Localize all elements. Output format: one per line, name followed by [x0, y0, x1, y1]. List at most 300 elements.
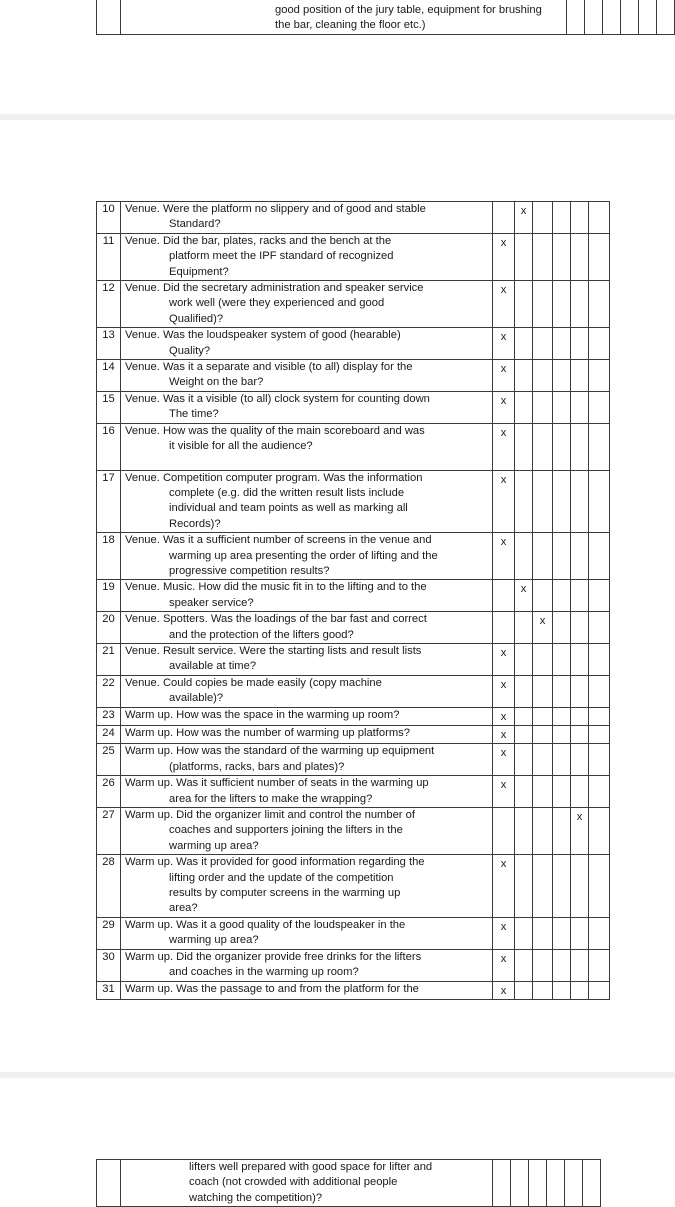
- rating-cell: [553, 917, 571, 949]
- question-line: Warm up. How was the number of warming up platforms?: [125, 727, 410, 739]
- question-cell: [121, 776, 493, 808]
- question-cell: [121, 328, 493, 360]
- row-number: 21: [102, 644, 115, 657]
- question-line: work well (were they experienced and good: [169, 297, 385, 310]
- rating-cell: [603, 0, 621, 35]
- rating-cell: [553, 675, 571, 707]
- row-number-cell: [97, 776, 121, 808]
- rating-mark: x: [500, 779, 507, 792]
- row-number: 31: [102, 982, 115, 995]
- rating-cell: [515, 328, 533, 360]
- rating-cell: [533, 726, 553, 744]
- rating-cell: [571, 643, 589, 675]
- rating-cell: [553, 949, 571, 981]
- rating-cell: [589, 612, 610, 644]
- rating-cell: [571, 328, 589, 360]
- rating-cell: [567, 0, 585, 35]
- rating-cell: [589, 580, 610, 612]
- rating-cell: [515, 855, 533, 918]
- rating-cell: [553, 202, 571, 234]
- question-line: warming up area?: [169, 934, 259, 947]
- rating-cell: [493, 202, 515, 234]
- rating-cell: [493, 949, 515, 981]
- rating-cell: [589, 808, 610, 855]
- table-row: [97, 726, 610, 744]
- rating-cell: [533, 855, 553, 918]
- question-line: lifting order and the update of the competition: [169, 871, 394, 884]
- row-number-cell: [97, 808, 121, 855]
- rating-cell: [533, 675, 553, 707]
- rating-cell: [589, 328, 610, 360]
- question-line: individual and team points as well as marking all: [169, 502, 408, 515]
- rating-cell: [515, 981, 533, 999]
- rating-cell: [589, 726, 610, 744]
- row-number: 28: [102, 856, 115, 869]
- rating-mark: x: [500, 426, 507, 439]
- rating-cell: [493, 423, 515, 470]
- question-cell: [121, 202, 493, 234]
- question-line: Venue. Did the secretary administration and speaker service: [125, 282, 424, 295]
- rating-cell: [589, 643, 610, 675]
- question-line: Warm up. How was the standard of the warming up equipment: [125, 745, 435, 758]
- rating-cell: [493, 233, 515, 280]
- rating-cell: [553, 855, 571, 918]
- question-line: Venue. Was it a visible (to all) clock system for counting down: [125, 392, 430, 405]
- row-number: 25: [102, 745, 115, 758]
- rating-cell: [571, 744, 589, 776]
- rating-cell: [589, 675, 610, 707]
- question-line: Venue. Was the loudspeaker system of good (hearable): [125, 329, 401, 342]
- row-number-cell: [97, 202, 121, 234]
- question-line: Warm up. How was the space in the warming up room?: [125, 708, 400, 721]
- rating-cell: [533, 949, 553, 981]
- question-cell: [121, 726, 493, 744]
- rating-cell: [493, 981, 515, 999]
- question-line: coach (not crowded with additional people: [189, 1176, 398, 1189]
- rating-cell: [493, 643, 515, 675]
- rating-cell: [589, 360, 610, 392]
- row-number: 26: [102, 777, 115, 790]
- rating-mark: x: [500, 729, 507, 741]
- rating-cell: [533, 981, 553, 999]
- rating-cell: [493, 360, 515, 392]
- question-line: area?: [169, 902, 198, 915]
- question-line: progressive competition results?: [169, 564, 330, 577]
- rating-cell: [515, 726, 533, 744]
- rating-cell: [493, 917, 515, 949]
- question-cell: [121, 360, 493, 392]
- row-number-cell: [97, 707, 121, 725]
- row-number-cell: [97, 0, 121, 35]
- question-cell: [121, 533, 493, 580]
- rating-cell: [533, 281, 553, 328]
- rating-mark: x: [500, 394, 507, 407]
- row-number: 17: [102, 471, 115, 484]
- table-row: [97, 675, 610, 707]
- rating-cell: [493, 675, 515, 707]
- table-row: [97, 391, 610, 423]
- rating-mark: x: [500, 473, 507, 486]
- rating-cell: [589, 707, 610, 725]
- rating-cell: [493, 612, 515, 644]
- question-cell: [121, 917, 493, 949]
- rating-cell: [533, 917, 553, 949]
- rating-cell: [533, 808, 553, 855]
- rating-mark: x: [500, 363, 507, 376]
- rating-cell: [515, 580, 533, 612]
- rating-cell: [515, 202, 533, 234]
- rating-cell: [589, 949, 610, 981]
- row-number-cell: [97, 328, 121, 360]
- rating-cell: [493, 744, 515, 776]
- question-cell: [121, 612, 493, 644]
- table-row: [97, 917, 610, 949]
- rating-cell: [533, 776, 553, 808]
- table-row: [97, 612, 610, 644]
- rating-cell: [553, 981, 571, 999]
- rating-cell: [493, 328, 515, 360]
- question-line: Warm up. Was it provided for good information regarding the: [125, 856, 425, 869]
- question-line: Venue. Was it a sufficient number of screens in the venue and: [125, 534, 432, 547]
- rating-cell: [585, 0, 603, 35]
- rating-cell: [515, 281, 533, 328]
- rating-cell: [589, 202, 610, 234]
- rating-cell: [493, 580, 515, 612]
- rating-mark: x: [539, 615, 546, 628]
- row-number: 22: [102, 676, 115, 689]
- table-row: [97, 533, 610, 580]
- rating-cell: [553, 643, 571, 675]
- rating-cell: [589, 391, 610, 423]
- rating-cell: [571, 981, 589, 999]
- row-number-cell: [97, 233, 121, 280]
- question-line: warming up area presenting the order of lifting and the: [169, 549, 438, 562]
- question-line: and the protection of the lifters good?: [169, 628, 354, 641]
- row-number: 30: [102, 950, 115, 963]
- row-number-cell: [97, 612, 121, 644]
- question-line: the bar, cleaning the floor etc.): [275, 19, 426, 32]
- rating-cell: [553, 726, 571, 744]
- rating-cell: [533, 533, 553, 580]
- rating-cell: [515, 470, 533, 533]
- question-line: The time?: [169, 408, 219, 421]
- top-table-fragment: [96, 0, 675, 35]
- rating-cell: [571, 855, 589, 918]
- rating-cell: [571, 707, 589, 725]
- question-cell: [121, 470, 493, 533]
- rating-cell: [621, 0, 639, 35]
- rating-mark: x: [500, 236, 507, 249]
- rating-cell: [515, 707, 533, 725]
- question-line: Venue. Were the platform no slippery and of good and stable: [125, 203, 426, 215]
- row-number-cell: [97, 643, 121, 675]
- rating-cell: [553, 360, 571, 392]
- rating-cell: [571, 470, 589, 533]
- question-line: Venue. Was it a separate and visible (to all) display for the: [125, 361, 413, 374]
- rating-cell: [515, 776, 533, 808]
- question-cell: [121, 744, 493, 776]
- rating-cell: [589, 470, 610, 533]
- rating-cell: [515, 675, 533, 707]
- evaluation-table: [96, 201, 610, 1000]
- row-number: 23: [102, 708, 115, 721]
- question-line: good position of the jury table, equipment for brushing: [275, 4, 542, 16]
- question-line: Venue. Spotters. Was the loadings of the bar fast and correct: [125, 613, 427, 626]
- rating-cell: [571, 202, 589, 234]
- rating-cell: [533, 580, 553, 612]
- rating-cell: [589, 776, 610, 808]
- row-number-cell: [97, 981, 121, 999]
- rating-cell: [515, 744, 533, 776]
- rating-mark: x: [520, 205, 527, 217]
- rating-cell: [571, 612, 589, 644]
- question-line: Weight on the bar?: [169, 376, 264, 389]
- rating-cell: [533, 391, 553, 423]
- row-number-cell: [97, 675, 121, 707]
- row-number: 14: [102, 361, 115, 374]
- question-line: Warm up. Was the passage to and from the platform for the: [125, 982, 419, 995]
- rating-mark: x: [576, 811, 583, 824]
- row-number-cell: [97, 391, 121, 423]
- question-line: [125, 455, 488, 470]
- rating-cell: [571, 949, 589, 981]
- rating-cell: [533, 202, 553, 234]
- question-line: it visible for all the audience?: [169, 440, 313, 453]
- question-line: Warm up. Was it a good quality of the loudspeaker in the: [125, 918, 406, 931]
- rating-cell: [553, 776, 571, 808]
- rating-mark: x: [500, 952, 507, 965]
- rating-cell: [533, 423, 553, 470]
- table-row: [97, 233, 610, 280]
- row-number-cell: [97, 533, 121, 580]
- question-line: platform meet the IPF standard of recognized: [169, 250, 394, 263]
- rating-cell: [553, 744, 571, 776]
- rating-cell: [533, 328, 553, 360]
- rating-cell: [515, 423, 533, 470]
- row-number: 20: [102, 613, 115, 626]
- rating-mark: x: [500, 284, 507, 297]
- rating-mark: x: [500, 331, 507, 344]
- question-cell: [121, 391, 493, 423]
- rating-cell: [571, 233, 589, 280]
- rating-cell: [571, 675, 589, 707]
- row-number: 12: [102, 282, 115, 295]
- rating-cell: [589, 855, 610, 918]
- rating-cell: [639, 0, 657, 35]
- rating-cell: [589, 981, 610, 999]
- table-row: [97, 744, 610, 776]
- rating-cell: [571, 808, 589, 855]
- rating-mark: x: [500, 536, 507, 549]
- rating-cell: [515, 917, 533, 949]
- row-number: 11: [102, 234, 115, 247]
- rating-cell: [553, 328, 571, 360]
- rating-cell: [553, 391, 571, 423]
- rating-mark: x: [500, 646, 507, 659]
- rating-cell: [515, 533, 533, 580]
- row-number: 27: [102, 809, 115, 822]
- row-number-cell: [97, 580, 121, 612]
- row-number: 15: [102, 392, 115, 405]
- rating-cell: [493, 281, 515, 328]
- rating-cell: [533, 707, 553, 725]
- question-cell: [121, 855, 493, 918]
- question-cell: [121, 643, 493, 675]
- question-line: warming up area?: [169, 839, 259, 852]
- rating-cell: [553, 808, 571, 855]
- rating-cell: [589, 744, 610, 776]
- table-row: [97, 776, 610, 808]
- row-number-cell: [97, 949, 121, 981]
- question-line: Qualified)?: [169, 312, 224, 325]
- question-line: available)?: [169, 692, 224, 705]
- rating-cell: [571, 360, 589, 392]
- table-row: [97, 855, 610, 918]
- question-line: Venue. Could copies be made easily (copy machine: [125, 676, 382, 689]
- question-line: available at time?: [169, 660, 257, 673]
- question-line: Warm up. Was it sufficient number of seats in the warming up: [125, 777, 429, 790]
- question-line: (platforms, racks, bars and plates)?: [169, 760, 345, 773]
- table-row: [97, 949, 610, 981]
- rating-cell: [589, 233, 610, 280]
- row-number: 29: [102, 918, 115, 931]
- rating-cell: [493, 391, 515, 423]
- rating-mark: x: [500, 984, 507, 997]
- rating-cell: [589, 423, 610, 470]
- rating-cell: [571, 423, 589, 470]
- rating-mark: x: [500, 920, 507, 933]
- question-cell: [121, 281, 493, 328]
- question-line: lifters well prepared with good space for lifter and: [189, 1161, 433, 1173]
- rating-cell: [533, 233, 553, 280]
- rating-cell: [515, 808, 533, 855]
- page-separator-top: [0, 114, 675, 120]
- row-number-cell: [97, 281, 121, 328]
- rating-mark: x: [520, 583, 527, 596]
- rating-cell: [553, 470, 571, 533]
- row-number-cell: [97, 917, 121, 949]
- table-row: [97, 808, 610, 855]
- rating-cell: [515, 360, 533, 392]
- rating-cell: [571, 533, 589, 580]
- question-line: Equipment?: [169, 265, 229, 278]
- rating-cell: [553, 612, 571, 644]
- rating-cell: [553, 423, 571, 470]
- rating-cell: [515, 643, 533, 675]
- row-number: 24: [102, 727, 115, 739]
- rating-cell: [571, 391, 589, 423]
- rating-cell: [533, 744, 553, 776]
- rating-cell: [515, 391, 533, 423]
- row-number-cell: [97, 726, 121, 744]
- rating-cell: [553, 533, 571, 580]
- rating-cell: [493, 776, 515, 808]
- rating-cell: [493, 855, 515, 918]
- question-line: Quality?: [169, 344, 211, 357]
- question-line: and coaches in the warming up room?: [169, 966, 359, 979]
- question-line: Records)?: [169, 517, 221, 530]
- row-number: 19: [102, 581, 115, 594]
- rating-cell: [515, 233, 533, 280]
- rating-cell: [553, 580, 571, 612]
- question-line: Venue. Did the bar, plates, racks and the bench at the: [125, 234, 392, 247]
- row-number-cell: [97, 470, 121, 533]
- question-cell: [121, 233, 493, 280]
- question-line: Warm up. Did the organizer limit and control the number of: [125, 809, 415, 822]
- rating-cell: [553, 281, 571, 328]
- rating-cell: [571, 726, 589, 744]
- rating-cell: [589, 281, 610, 328]
- rating-cell: [571, 917, 589, 949]
- rating-cell: [533, 643, 553, 675]
- rating-mark: x: [500, 678, 507, 691]
- row-number: 13: [102, 329, 115, 342]
- page-separator-bottom: [0, 1072, 675, 1078]
- row-number-cell: [97, 360, 121, 392]
- question-line: area for the lifters to make the wrapping?: [169, 792, 373, 805]
- table-row: [97, 643, 610, 675]
- question-line: watching the competition)?: [189, 1191, 323, 1204]
- rating-mark: x: [500, 710, 507, 723]
- row-number-cell: [97, 423, 121, 470]
- question-cell: [121, 981, 493, 999]
- table-row: [97, 0, 675, 35]
- question-cell: [121, 423, 493, 470]
- question-line: Warm up. Did the organizer provide free drinks for the lifters: [125, 950, 422, 963]
- rating-cell: [571, 580, 589, 612]
- question-cell: [121, 808, 493, 855]
- question-line: Standard?: [169, 218, 221, 231]
- table-row: [97, 360, 610, 392]
- table-row: [97, 580, 610, 612]
- rating-cell: [493, 707, 515, 725]
- rating-cell: [533, 612, 553, 644]
- rating-cell: [515, 612, 533, 644]
- rating-cell: [553, 707, 571, 725]
- question-cell: [121, 580, 493, 612]
- rating-cell: [493, 808, 515, 855]
- table-row: [97, 202, 610, 234]
- table-row: [97, 328, 610, 360]
- question-line: speaker service?: [169, 596, 254, 609]
- question-cell: [121, 707, 493, 725]
- rating-cell: [493, 470, 515, 533]
- table-row: [97, 707, 610, 725]
- row-number-cell: [97, 744, 121, 776]
- question-line: results by computer screens in the warming up: [169, 887, 401, 900]
- question-cell: [121, 949, 493, 981]
- rating-cell: [533, 360, 553, 392]
- row-number: 10: [102, 203, 115, 215]
- rating-cell: [553, 233, 571, 280]
- rating-mark: x: [500, 858, 507, 871]
- question-line: Venue. Music. How did the music fit in to the lifting and to the: [125, 581, 427, 594]
- rating-cell: [533, 470, 553, 533]
- table-row: [97, 981, 610, 999]
- question-line: Venue. Result service. Were the starting lists and result lists: [125, 644, 422, 657]
- rating-cell: [493, 726, 515, 744]
- rating-cell: [571, 281, 589, 328]
- rating-cell: [515, 949, 533, 981]
- question-line: coaches and supporters joining the lifters in the: [169, 824, 403, 837]
- question-line: Venue. Competition computer program. Was the information: [125, 471, 423, 484]
- row-number-cell: [97, 855, 121, 918]
- table-row: [97, 423, 610, 470]
- row-number: 18: [102, 534, 115, 547]
- question-line: Venue. How was the quality of the main scoreboard and was: [125, 424, 425, 437]
- question-cell: [121, 0, 567, 35]
- rating-cell: [493, 533, 515, 580]
